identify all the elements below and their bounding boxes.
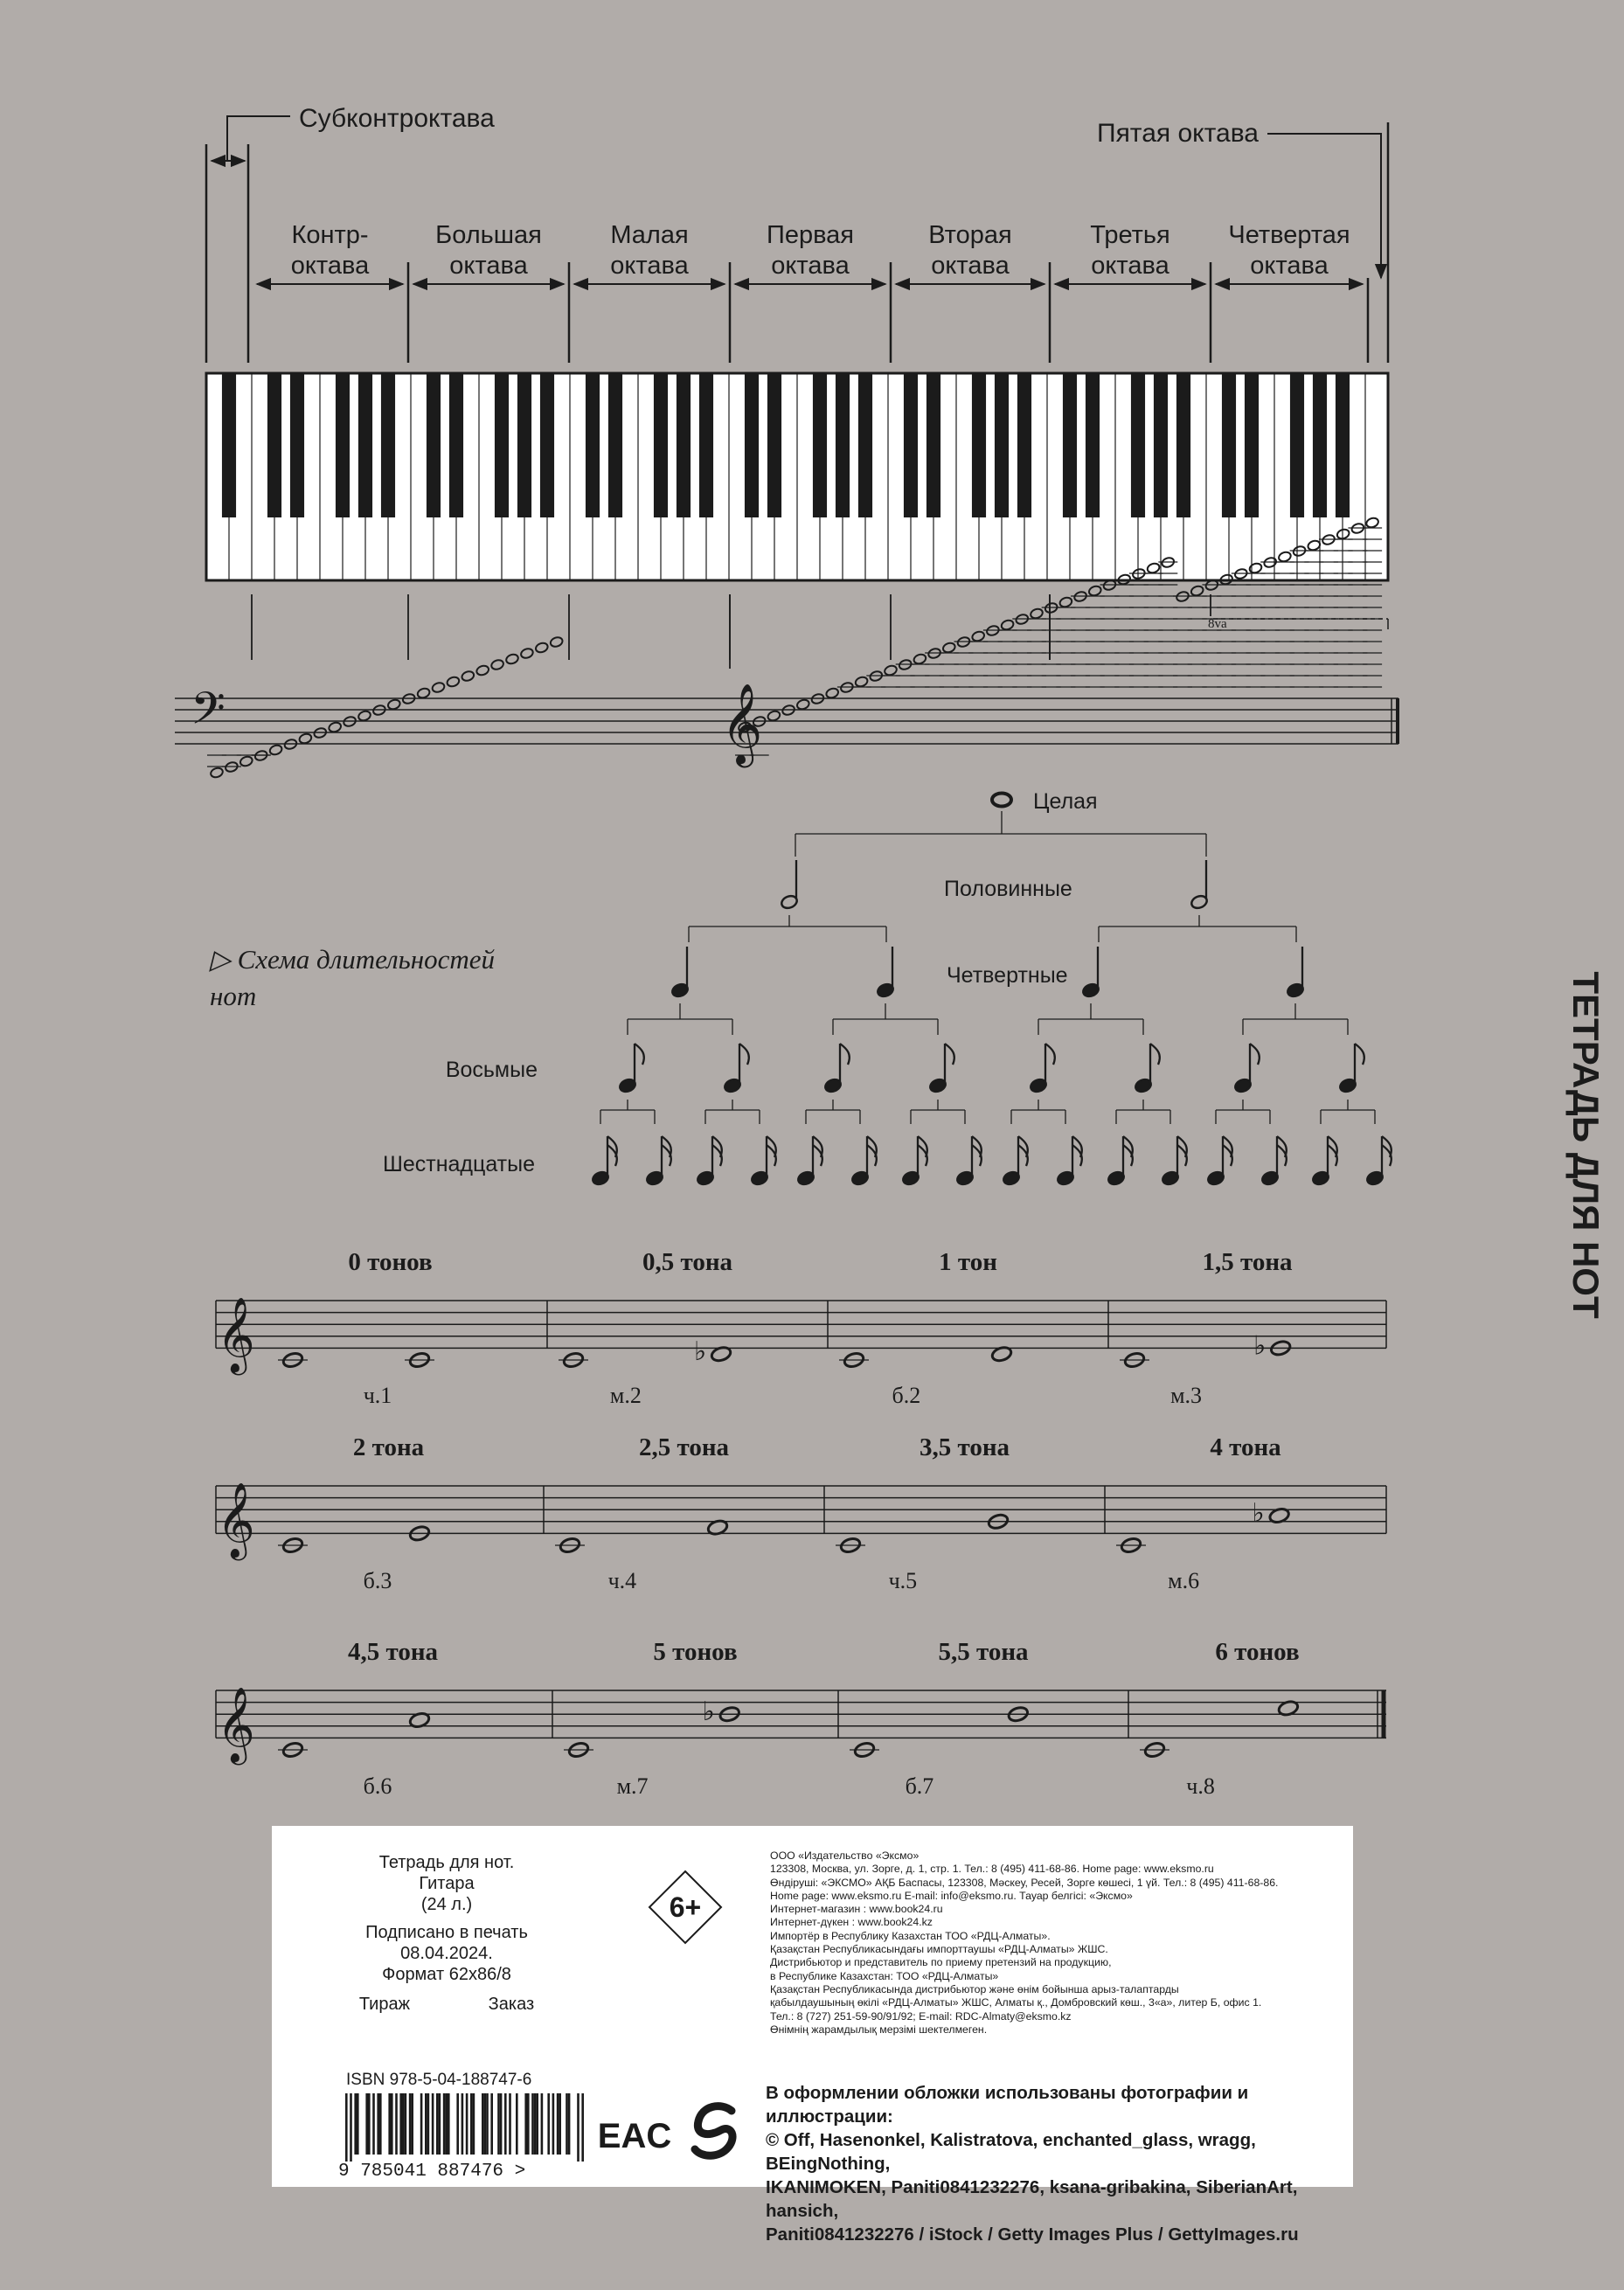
octave-word: октава — [1250, 252, 1329, 280]
publisher-line: 123308, Москва, ул. Зорге, д. 1, стр. 1. Тел.: 8 (495) 411-68-86. Home page: www.eksmo.ru — [770, 1863, 1214, 1876]
barcode-bar — [516, 2093, 518, 2155]
publisher-line: Импортёр в Республику Казахстан ТОО «РДЦ-Алматы». — [770, 1929, 1051, 1942]
note-flag — [972, 1145, 982, 1166]
interval-name: ч.4 — [607, 1568, 637, 1593]
note-flag — [945, 1044, 954, 1065]
black-key — [1131, 373, 1145, 517]
whole-note — [1088, 585, 1103, 597]
note-flag — [607, 1145, 617, 1166]
whole-note — [549, 635, 564, 648]
barcode-bar — [445, 2093, 448, 2155]
treble-clef-icon: 𝄞 — [721, 686, 763, 763]
interval-tones: 1,5 тона — [1202, 1248, 1293, 1276]
black-key — [427, 373, 441, 517]
black-key — [699, 373, 713, 517]
black-key — [1245, 373, 1259, 517]
whole-note — [268, 744, 283, 756]
octave-name: Контр- — [291, 221, 369, 249]
note-flag — [840, 1044, 850, 1065]
flat-icon: ♭ — [1253, 1331, 1267, 1361]
whole-note — [357, 710, 372, 722]
black-key — [381, 373, 395, 517]
publisher-line: Дистрибьютор и представитель по приему претензий на продукцию, — [770, 1956, 1112, 1969]
octave-name: Первая — [766, 221, 855, 249]
interval-tones: 4 тона — [1210, 1433, 1281, 1461]
whole-note — [1030, 607, 1044, 620]
credits-line: Paniti0841232276 / iStock / Getty Images Plus / GettyImages.ru — [766, 2224, 1299, 2245]
note-flag — [867, 1145, 877, 1166]
barcode-bar — [531, 2093, 534, 2155]
whole-note — [210, 767, 225, 779]
barcode-bar — [462, 2093, 464, 2155]
barcode-bar — [557, 2093, 559, 2155]
octave-name: Большая — [435, 221, 542, 249]
barcode-bar — [354, 2093, 357, 2155]
note-flag — [1018, 1145, 1028, 1166]
whole-note — [1058, 596, 1073, 608]
barcode-bar — [409, 2093, 412, 2155]
octave-word: октава — [1091, 252, 1169, 280]
barcode-bar — [470, 2093, 473, 2155]
isbn: ISBN 978-5-04-188747-6 — [346, 2071, 532, 2089]
whole-note — [1190, 585, 1204, 597]
barcode-bar — [577, 2093, 580, 2162]
black-key — [1063, 373, 1077, 517]
interval-tones: 6 тонов — [1215, 1638, 1300, 1666]
black-key — [540, 373, 554, 517]
order-label: Заказ — [488, 1995, 535, 2014]
black-key — [495, 373, 509, 517]
barcode-bar — [559, 2093, 561, 2155]
barcode-bar — [402, 2093, 405, 2155]
note-flag — [918, 1145, 927, 1166]
note-flag — [813, 1145, 822, 1166]
book-info — [320, 1852, 573, 2015]
barcode-bar — [509, 2093, 511, 2155]
note-flag — [1123, 1145, 1133, 1166]
barcode-digits: 9 785041 887476 > — [338, 2162, 526, 2182]
black-key — [586, 373, 600, 517]
note-flag — [1150, 1044, 1160, 1065]
age-rating-text: 6+ — [669, 1891, 702, 1923]
black-key — [972, 373, 986, 517]
flat-icon: ♭ — [1252, 1499, 1265, 1528]
interval-name: м.3 — [1170, 1383, 1203, 1408]
barcode-bar — [388, 2093, 391, 2155]
barcode-bar — [482, 2093, 484, 2155]
book-sheets: (24 л.) — [420, 1895, 473, 1914]
whole-note — [767, 710, 781, 722]
black-key — [1017, 373, 1031, 517]
black-key — [1290, 373, 1304, 517]
black-key — [1222, 373, 1236, 517]
barcode-bar — [497, 2093, 500, 2155]
age-rating-badge — [648, 1870, 723, 1945]
publisher-line: Интернет-дүкен : www.book24.kz — [770, 1916, 933, 1929]
barcode-icon — [338, 2093, 614, 2182]
interval-name: б.3 — [363, 1568, 392, 1593]
barcode-bar — [504, 2093, 507, 2155]
whole-note — [796, 698, 811, 711]
note-flag — [662, 1145, 671, 1166]
whole-note — [854, 676, 869, 688]
durations-title-line2: нот — [210, 981, 257, 1011]
barcode-bar — [534, 2093, 537, 2155]
quarter-notes-label: Четвертные — [947, 963, 1068, 988]
whole-note — [942, 642, 957, 654]
half-notes-label: Половинные — [944, 877, 1072, 901]
interval-name: м.6 — [1168, 1568, 1200, 1593]
note-flag — [1072, 1145, 1082, 1166]
note-flag — [739, 1044, 749, 1065]
whole-note — [505, 653, 520, 665]
barcode-bar — [541, 2093, 544, 2155]
publisher-line: Тел.: 8 (727) 251-59-90/91/92; E-mail: RDC-Almaty@eksmo.kz — [770, 2009, 1072, 2023]
whole-note — [328, 721, 343, 733]
sixteenth-notes-label: Шестнадцатые — [382, 1152, 535, 1176]
black-key — [836, 373, 850, 517]
barcode-bar — [357, 2093, 359, 2155]
barcode-bar — [425, 2093, 427, 2155]
barcode-bar — [484, 2093, 487, 2155]
piano-keyboard — [206, 373, 1388, 580]
black-key — [745, 373, 759, 517]
barcode-bar — [536, 2093, 538, 2155]
publisher-line: ООО «Издательство «Эксмо» — [770, 1849, 920, 1862]
note-flag — [635, 1044, 644, 1065]
interval-tones: 5,5 тона — [938, 1638, 1029, 1666]
interval-name: м.7 — [616, 1773, 649, 1799]
interval-name: б.7 — [905, 1773, 934, 1799]
treble-clef-icon: 𝄞 — [217, 1300, 255, 1371]
barcode-bar — [527, 2093, 530, 2155]
note-flag — [1250, 1044, 1260, 1065]
whole-note — [475, 664, 490, 677]
subcontra-octave-label: Субконтроктава — [299, 104, 495, 133]
ottava-mark: 8va — [1208, 617, 1227, 631]
interval-tones: 5 тонов — [653, 1638, 738, 1666]
note-durations-scheme — [209, 789, 1392, 1186]
eac-mark-icon — [597, 2102, 672, 2163]
whole-note-icon — [992, 794, 1011, 807]
whole-note — [490, 658, 505, 670]
publisher-line: Home page: www.eksmo.ru E-mail: info@eksmo.ru. Тауар белгісі: «Эксмо» — [770, 1889, 1133, 1902]
book-subtitle: Гитара — [419, 1874, 475, 1893]
image-credits — [766, 2081, 1343, 2246]
book-title: Тетрадь для нот. — [378, 1853, 515, 1872]
black-key — [1313, 373, 1327, 517]
spine-title — [1547, 971, 1617, 1319]
octave-boundary-ticks — [252, 594, 1211, 669]
barcode-bar — [568, 2093, 571, 2155]
octave-name: Малая — [610, 221, 689, 249]
whole-note-label: Целая — [1033, 789, 1098, 814]
publisher-line: Интернет-магазин : www.book24.ru — [770, 1903, 943, 1916]
barcode-bar — [581, 2093, 584, 2162]
note-flag — [1277, 1145, 1287, 1166]
octave-name: Вторая — [928, 221, 1012, 249]
barcode-bar — [405, 2093, 407, 2155]
barcode-bar — [350, 2093, 352, 2162]
barcode-bar — [448, 2093, 450, 2155]
octave-word: октава — [931, 252, 1010, 280]
eac-mark-text: EAC — [597, 2117, 672, 2155]
note-flag — [1223, 1145, 1232, 1166]
octave-name: Третья — [1090, 221, 1170, 249]
black-key — [517, 373, 531, 517]
barcode-bar — [432, 2093, 434, 2155]
imprint-panel — [272, 1826, 1353, 2245]
fifth-octave-label: Пятая октава — [1097, 119, 1259, 148]
black-key — [1176, 373, 1190, 517]
black-key — [767, 373, 781, 517]
whole-note — [1000, 619, 1015, 631]
book-format: Формат 62х86/8 — [382, 1965, 511, 1984]
interval-name: б.6 — [363, 1773, 392, 1799]
barcode-bar — [420, 2093, 423, 2155]
interval-tones: 4,5 тона — [347, 1638, 439, 1666]
octave-word: октава — [449, 252, 528, 280]
barcode-bar — [372, 2093, 375, 2155]
whole-note — [461, 670, 475, 682]
black-key — [608, 373, 622, 517]
black-key — [449, 373, 463, 517]
publisher-line: Қазақстан Республикасындағы импорттаушы «РДЦ-Алматы» ЖШС. — [770, 1943, 1108, 1956]
credits-line: В оформлении обложки использованы фотографии и иллюстрации: — [766, 2083, 1249, 2127]
black-key — [813, 373, 827, 517]
interval-tones: 2,5 тона — [638, 1433, 730, 1461]
eksmo-logo-icon — [683, 2099, 753, 2169]
black-key — [1336, 373, 1350, 517]
whole-note — [884, 664, 899, 677]
interval-tones: 1 тон — [939, 1248, 997, 1276]
note-flag — [1355, 1044, 1364, 1065]
note-flag — [712, 1145, 722, 1166]
print-run-label: Тираж — [358, 1995, 410, 2014]
publisher-info — [770, 1849, 1329, 2037]
barcode-bar — [379, 2093, 382, 2155]
barcode-bar — [345, 2093, 348, 2162]
note-flag — [1177, 1145, 1187, 1166]
whole-note — [825, 687, 840, 699]
octave-name: Четвертая — [1228, 221, 1350, 249]
barcode-bar — [377, 2093, 379, 2155]
barcode-bar — [395, 2093, 398, 2155]
spine-title-text: ТЕТРАДЬ ДЛЯ НОТ — [1565, 971, 1607, 1319]
publisher-line: Өндіруші: «ЭКСМО» АҚБ Баспасы, 123308, Мәскеу, Ресей, Зорге көшесі, 1 үй. Тел.: 8 (495) 411-68-86. — [770, 1876, 1279, 1889]
barcode-bar — [552, 2093, 555, 2155]
whole-note — [520, 647, 535, 659]
publisher-line: Өнімнің жарамдылық мерзімі шектелмеген. — [770, 2023, 988, 2036]
interval-name: б.2 — [892, 1383, 921, 1408]
interval-name: ч.1 — [363, 1383, 392, 1408]
octave-word: октава — [290, 252, 370, 280]
barcode-bar — [439, 2093, 441, 2155]
note-flag — [1328, 1145, 1337, 1166]
barcode-bar — [566, 2093, 568, 2155]
barcode-bar — [466, 2093, 468, 2155]
publisher-line: Қазақстан Республикасында дистрибьютор және өнім бойынша арыз-талаптарды — [770, 1982, 1179, 1995]
note-flag — [1382, 1145, 1392, 1166]
barcode-bar — [486, 2093, 489, 2155]
black-key — [927, 373, 940, 517]
credits-line: © Off, Hasenonkel, Kalistratova, enchanted_glass, wragg, BEingNothing, — [766, 2130, 1256, 2174]
note-flag — [1045, 1044, 1055, 1065]
whole-note — [971, 630, 986, 642]
black-key — [858, 373, 872, 517]
intervals-section — [216, 1248, 1386, 1799]
black-key — [995, 373, 1009, 517]
barcode-bar — [456, 2093, 459, 2155]
note-flag — [767, 1145, 776, 1166]
barcode-bar — [436, 2093, 439, 2155]
barcode-bar — [368, 2093, 371, 2155]
octave-word: октава — [771, 252, 850, 280]
barcode-bar — [443, 2093, 446, 2155]
whole-note — [913, 653, 927, 665]
bass-clef-icon: 𝄢 — [191, 685, 226, 745]
whole-note — [431, 681, 446, 693]
whole-note — [535, 642, 550, 654]
publisher-line: қабылдаушының өкілі «РДЦ-Алматы» ЖШС, Алматы қ., Домбровский көш., 3«а», литер Б, офис 1. — [770, 1996, 1262, 2009]
whole-note — [298, 732, 313, 745]
black-key — [222, 373, 236, 517]
flat-icon: ♭ — [693, 1337, 707, 1367]
interval-name: ч.5 — [888, 1568, 918, 1593]
black-key — [654, 373, 668, 517]
whole-note — [446, 676, 461, 688]
black-key — [904, 373, 918, 517]
barcode-bar — [524, 2093, 527, 2155]
interval-tones: 3,5 тона — [919, 1433, 1010, 1461]
credits-line: IKANIMOKEN, Paniti0841232276, ksana-gribakina, SiberianArt, hansich, — [766, 2177, 1298, 2221]
publisher-line: в Республике Казахстан: ТОО «РДЦ-Алматы» — [770, 1969, 999, 1982]
whole-note — [416, 687, 431, 699]
whole-note — [387, 698, 402, 711]
whole-note — [239, 755, 254, 767]
black-key — [336, 373, 350, 517]
barcode-bar — [391, 2093, 393, 2155]
flat-icon: ♭ — [702, 1697, 715, 1727]
black-key — [1086, 373, 1100, 517]
interval-name: м.2 — [609, 1383, 642, 1408]
treble-clef-icon: 𝄞 — [217, 1690, 255, 1761]
black-key — [358, 373, 372, 517]
barcode-bar — [365, 2093, 368, 2155]
octave-labels — [206, 104, 1388, 363]
barcode-bar — [490, 2093, 493, 2155]
barcode-bar — [399, 2093, 402, 2155]
black-key — [677, 373, 691, 517]
signed-date: Подписано в печать 08.04.2024. — [365, 1923, 528, 1963]
barcode-bar — [427, 2093, 430, 2155]
eighth-notes-label: Восьмые — [445, 1058, 538, 1082]
durations-title-line1: ▷ Схема длительностей — [210, 944, 496, 975]
interval-name: ч.8 — [1186, 1773, 1215, 1799]
octave-word: октава — [610, 252, 689, 280]
black-key — [267, 373, 281, 517]
interval-tones: 2 тона — [352, 1433, 425, 1461]
barcode-bar — [547, 2093, 550, 2155]
barcode-bar — [473, 2093, 475, 2155]
barcode-bar — [500, 2093, 503, 2155]
barcode-bar — [411, 2093, 413, 2155]
treble-clef-icon: 𝄞 — [217, 1485, 255, 1557]
interval-tones: 0 тонов — [348, 1248, 433, 1276]
interval-tones: 0,5 тона — [642, 1248, 733, 1276]
black-key — [290, 373, 304, 517]
black-key — [1154, 373, 1168, 517]
